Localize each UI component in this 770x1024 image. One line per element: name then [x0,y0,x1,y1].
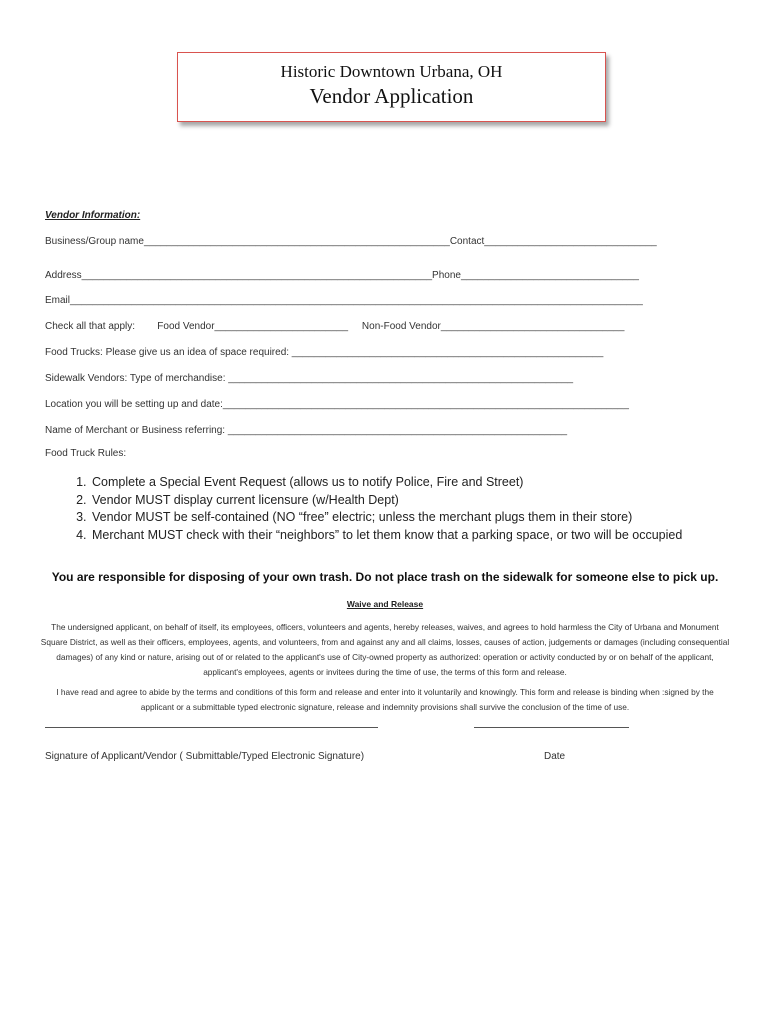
list-item: 4. Merchant MUST check with their “neighbors” to let them know that a parking space, or two will be occupied [90,527,682,545]
list-item: 3. Vendor MUST be self-contained (NO “free” electric; unless the merchant plugs them in their store) [90,509,682,527]
agreement-paragraph: I have read and agree to abide by the terms and conditions of this form and release and enter into it voluntarily and knowingly. This form and release is binding when :signed by the applicant or a submittable typed electronic signature, release and indemnity provisions shall survive the conclusion of the time of use. [56,687,714,712]
business-contact-field[interactable]: Business/Group name_______________________________________________________Contact_______________________________ [45,236,657,247]
list-item: 1. Complete a Special Event Request (allows us to notify Police, Fire and Street) [90,474,682,492]
merchandise-type-field[interactable]: Sidewalk Vendors: Type of merchandise: ______________________________________________________________ [45,373,574,384]
signature-line[interactable] [45,727,378,728]
trash-notice: You are responsible for disposing of your own trash. Do not place trash on the sidewalk for someone else to pick up. [51,570,719,584]
location-date-field[interactable]: Location you will be setting up and date:_________________________________________________________________________ [45,399,629,410]
date-line[interactable] [474,727,629,728]
food-truck-rules-list [45,474,682,544]
waiver-paragraph: The undersigned applicant, on behalf of itself, its employees, officers, volunteers and agents, hereby releases, waives, and agrees to hold harmless the City of Urbana and Monument Square District, as well as their officers, employees, agents, and volunteers, from and against any and all claims, losses, causes of action, judgements or damages (including consequential damages) of any kind or nature, arising out of or related to the applicant's use of City-owned property as authorized: operation or activity conducted by or on behalf of the applicant, applicant's employees, agents or invitees during the time of use, the terms of this form and release. [40,622,730,677]
header-location: Historic Downtown Urbana, OH [280,62,503,81]
date-label: Date [544,751,566,762]
referring-merchant-field[interactable]: Name of Merchant or Business referring: _____________________________________________________________ [45,425,568,436]
vendor-info-heading: Vendor Information: [45,210,141,221]
vendor-type-field[interactable]: Check all that apply: Food Vendor________________________ Non-Food Vendor_________________________________ [45,321,625,332]
address-phone-field[interactable]: Address_______________________________________________________________Phone________________________________ [45,270,639,281]
list-item: 2. Vendor MUST display current licensure (w/Health Dept) [90,492,682,510]
signature-label: Signature of Applicant/Vendor ( Submittable/Typed Electronic Signature) [45,751,365,762]
food-truck-space-field[interactable]: Food Trucks: Please give us an idea of space required: ________________________________________________________ [45,347,604,358]
waiver-heading: Waive and Release [346,599,424,609]
title-box [177,52,606,122]
email-field[interactable]: Email_______________________________________________________________________________________________________ [45,295,643,306]
page-title: Vendor Application [309,84,474,108]
food-truck-rules-label: Food Truck Rules: [45,448,127,459]
